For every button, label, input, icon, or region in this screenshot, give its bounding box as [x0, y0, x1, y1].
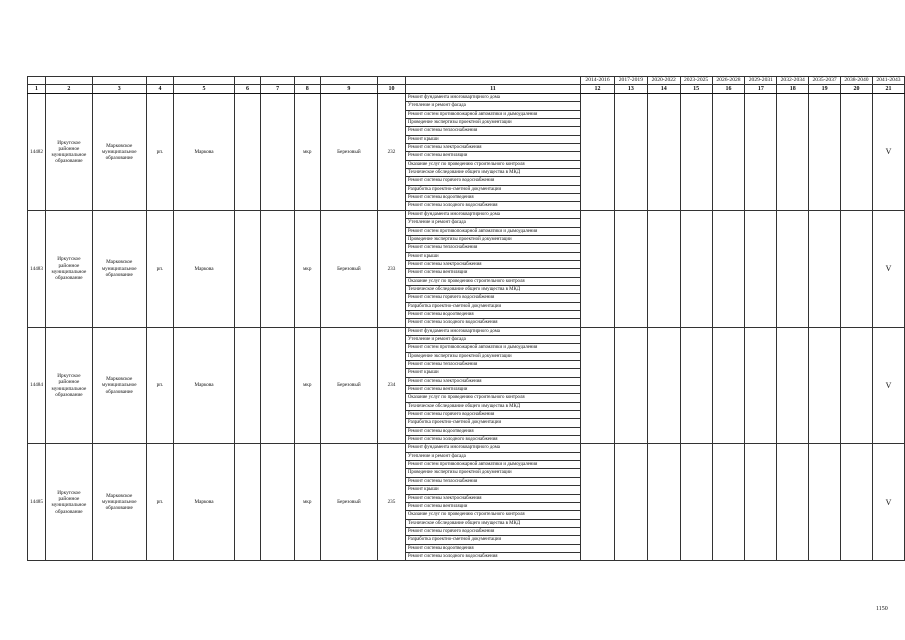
column-number: 18	[777, 85, 809, 94]
record-id: 14482	[28, 94, 46, 211]
column-number: 7	[261, 85, 295, 94]
work-item: Ремонт крыши	[405, 486, 580, 494]
work-item: Ремонт системы водоотведения	[405, 310, 580, 318]
work-item: Ремонт фундамента многоквартирного дома	[405, 444, 580, 452]
period-header: 2035-2037	[809, 77, 841, 85]
record-id: 14484	[28, 327, 46, 444]
empty-cell	[261, 327, 295, 444]
work-item: Ремонт системы горячего водоснабжения	[405, 527, 580, 535]
street-type: мкр	[294, 94, 320, 211]
period-cell	[745, 444, 777, 561]
work-item: Ремонт системы вентиляции	[405, 386, 580, 394]
street-name: Березовый	[320, 444, 378, 561]
period-header: 2029-2031	[745, 77, 777, 85]
empty-cell	[234, 210, 261, 327]
municipality-name: Марковское муниципальное образование	[92, 210, 146, 327]
period-header-blank	[320, 77, 378, 85]
work-item: Оказание услуг по проведению строительного контроля	[405, 277, 580, 285]
period-cell	[581, 444, 615, 561]
period-cell	[680, 327, 712, 444]
work-item: Ремонт крыши	[405, 369, 580, 377]
period-cell	[777, 327, 809, 444]
work-item: Разработка проектно-сметной документации	[405, 419, 580, 427]
district-name: Иркутское районное муниципальное образование	[45, 94, 92, 211]
house-number: 232	[378, 94, 406, 211]
column-number: 2	[45, 85, 92, 94]
period-header-blank	[261, 77, 295, 85]
work-item: Ремонт системы водоотведения	[405, 427, 580, 435]
column-number: 12	[581, 85, 615, 94]
empty-cell	[234, 94, 261, 211]
column-number: 8	[294, 85, 320, 94]
settlement-name: Маркова	[174, 444, 234, 561]
work-item: Оказание услуг по проведению строительного контроля	[405, 511, 580, 519]
column-number: 5	[174, 85, 234, 94]
column-number: 19	[809, 85, 841, 94]
period-header-blank	[405, 77, 580, 85]
street-name: Березовый	[320, 94, 378, 211]
work-item: Утепление и ремонт фасада	[405, 452, 580, 460]
period-cell	[777, 210, 809, 327]
period-header: 2026-2028	[712, 77, 745, 85]
period-cell	[680, 210, 712, 327]
work-item: Оказание услуг по проведению строительного контроля	[405, 394, 580, 402]
work-item: Разработка проектно-сметной документации	[405, 536, 580, 544]
period-header: 2017-2019	[614, 77, 647, 85]
municipality-name: Марковское муниципальное образование	[92, 327, 146, 444]
settlement-type: рп.	[146, 444, 174, 561]
work-item: Ремонт системы холодного водоснабжения	[405, 202, 580, 210]
work-item: Техническое обследование общего имущества в МКД	[405, 169, 580, 177]
street-type: мкр	[294, 327, 320, 444]
column-number: 9	[320, 85, 378, 94]
work-item: Ремонт системы холодного водоснабжения	[405, 436, 580, 444]
period-cell	[647, 210, 680, 327]
record-id: 14483	[28, 210, 46, 327]
work-item: Ремонт системы теплоснабжения	[405, 127, 580, 135]
period-cell	[581, 327, 615, 444]
work-item: Проведение экспертизы проектной документации	[405, 352, 580, 360]
settlement-name: Маркова	[174, 327, 234, 444]
period-cell	[680, 444, 712, 561]
period-cell	[614, 444, 647, 561]
period-header: 2038-2040	[841, 77, 873, 85]
column-number: 21	[872, 85, 904, 94]
column-number: 6	[234, 85, 261, 94]
work-item: Ремонт крыши	[405, 135, 580, 143]
period-cell	[745, 94, 777, 211]
column-number-row	[28, 85, 905, 94]
period-header: 2020-2022	[647, 77, 680, 85]
empty-cell	[261, 210, 295, 327]
column-number: 20	[841, 85, 873, 94]
period-header-blank	[234, 77, 261, 85]
work-item: Утепление и ремонт фасада	[405, 219, 580, 227]
period-header: 2023-2025	[680, 77, 712, 85]
work-item: Утепление и ремонт фасада	[405, 335, 580, 343]
period-cell	[745, 210, 777, 327]
district-name: Иркутское районное муниципальное образование	[45, 210, 92, 327]
period-cell	[777, 94, 809, 211]
district-name: Иркутское районное муниципальное образование	[45, 327, 92, 444]
work-item: Техническое обследование общего имущества в МКД	[405, 402, 580, 410]
period-cell	[712, 94, 745, 211]
work-item: Проведение экспертизы проектной документации	[405, 469, 580, 477]
period-cell	[712, 327, 745, 444]
work-item: Ремонт системы холодного водоснабжения	[405, 319, 580, 327]
record-id: 14485	[28, 444, 46, 561]
work-item: Ремонт системы теплоснабжения	[405, 244, 580, 252]
work-item: Ремонт фундамента многоквартирного дома	[405, 94, 580, 102]
empty-cell	[234, 327, 261, 444]
table-row	[28, 210, 905, 218]
house-number: 235	[378, 444, 406, 561]
period-cell	[712, 210, 745, 327]
period-cell	[777, 444, 809, 561]
work-item: Ремонт системы холодного водоснабжения	[405, 552, 580, 560]
table-row	[28, 94, 905, 102]
period-header-blank	[92, 77, 146, 85]
work-item: Ремонт фундамента многоквартирного дома	[405, 210, 580, 218]
street-name: Березовый	[320, 327, 378, 444]
period-header-blank	[45, 77, 92, 85]
house-number: 233	[378, 210, 406, 327]
settlement-name: Маркова	[174, 210, 234, 327]
period-mark: V	[872, 327, 904, 444]
settlement-type: рп.	[146, 327, 174, 444]
period-cell	[841, 94, 873, 211]
period-header-row	[28, 77, 905, 85]
work-item: Ремонт системы теплоснабжения	[405, 361, 580, 369]
period-header: 2014-2016	[581, 77, 615, 85]
period-header-blank	[28, 77, 46, 85]
work-item: Оказание услуг по проведению строительного контроля	[405, 160, 580, 168]
work-item: Разработка проектно-сметной документации	[405, 185, 580, 193]
work-item: Ремонт систем противопожарной автоматики и дымоудаления	[405, 344, 580, 352]
period-mark: V	[872, 444, 904, 561]
period-mark: V	[872, 94, 904, 211]
period-cell	[841, 327, 873, 444]
work-item: Ремонт системы электроснабжения	[405, 144, 580, 152]
period-cell	[809, 210, 841, 327]
work-item: Ремонт системы горячего водоснабжения	[405, 177, 580, 185]
settlement-type: рп.	[146, 94, 174, 211]
work-item: Ремонт системы теплоснабжения	[405, 477, 580, 485]
work-item: Ремонт системы электроснабжения	[405, 377, 580, 385]
period-cell	[614, 210, 647, 327]
empty-cell	[234, 444, 261, 561]
work-item: Ремонт системы вентиляции	[405, 502, 580, 510]
period-cell	[841, 210, 873, 327]
settlement-type: рп.	[146, 210, 174, 327]
period-header: 2041-2043	[872, 77, 904, 85]
work-item: Ремонт фундамента многоквартирного дома	[405, 327, 580, 335]
table-row	[28, 327, 905, 335]
column-number: 11	[405, 85, 580, 94]
period-header-blank	[146, 77, 174, 85]
work-item: Ремонт системы горячего водоснабжения	[405, 411, 580, 419]
column-number: 17	[745, 85, 777, 94]
municipality-name: Марковское муниципальное образование	[92, 94, 146, 211]
work-item: Ремонт системы электроснабжения	[405, 494, 580, 502]
work-item: Ремонт крыши	[405, 252, 580, 260]
period-cell	[745, 327, 777, 444]
street-name: Березовый	[320, 210, 378, 327]
column-number: 10	[378, 85, 406, 94]
column-number: 3	[92, 85, 146, 94]
period-mark: V	[872, 210, 904, 327]
period-cell	[647, 327, 680, 444]
page-number: 1150	[876, 606, 888, 612]
work-item: Техническое обследование общего имущества в МКД	[405, 519, 580, 527]
period-cell	[809, 327, 841, 444]
street-type: мкр	[294, 444, 320, 561]
district-name: Иркутское районное муниципальное образование	[45, 444, 92, 561]
work-item: Ремонт систем противопожарной автоматики и дымоудаления	[405, 110, 580, 118]
period-cell	[809, 94, 841, 211]
work-item: Ремонт системы вентиляции	[405, 152, 580, 160]
work-item: Ремонт системы электроснабжения	[405, 260, 580, 268]
period-cell	[680, 94, 712, 211]
period-cell	[647, 444, 680, 561]
settlement-name: Маркова	[174, 94, 234, 211]
period-cell	[581, 94, 615, 211]
table-row	[28, 444, 905, 452]
work-item: Утепление и ремонт фасада	[405, 102, 580, 110]
work-item: Ремонт системы вентиляции	[405, 269, 580, 277]
work-item: Разработка проектно-сметной документации	[405, 302, 580, 310]
period-header-blank	[378, 77, 406, 85]
period-cell	[614, 327, 647, 444]
column-number: 13	[614, 85, 647, 94]
period-cell	[581, 210, 615, 327]
work-item: Ремонт систем противопожарной автоматики и дымоудаления	[405, 227, 580, 235]
empty-cell	[261, 94, 295, 211]
column-number: 14	[647, 85, 680, 94]
work-item: Ремонт системы водоотведения	[405, 544, 580, 552]
column-number: 4	[146, 85, 174, 94]
column-number: 1	[28, 85, 46, 94]
work-item: Проведение экспертизы проектной документации	[405, 235, 580, 243]
period-header-blank	[174, 77, 234, 85]
work-item: Техническое обследование общего имущества в МКД	[405, 285, 580, 293]
period-cell	[647, 94, 680, 211]
period-cell	[614, 94, 647, 211]
municipality-name: Марковское муниципальное образование	[92, 444, 146, 561]
house-number: 234	[378, 327, 406, 444]
street-type: мкр	[294, 210, 320, 327]
period-cell	[841, 444, 873, 561]
period-header-blank	[294, 77, 320, 85]
period-header: 2032-2034	[777, 77, 809, 85]
period-cell	[809, 444, 841, 561]
column-number: 16	[712, 85, 745, 94]
work-item: Ремонт системы водоотведения	[405, 194, 580, 202]
register-table	[27, 76, 905, 561]
column-number: 15	[680, 85, 712, 94]
period-cell	[712, 444, 745, 561]
work-item: Проведение экспертизы проектной документации	[405, 119, 580, 127]
work-item: Ремонт системы горячего водоснабжения	[405, 294, 580, 302]
empty-cell	[261, 444, 295, 561]
work-item: Ремонт систем противопожарной автоматики и дымоудаления	[405, 461, 580, 469]
